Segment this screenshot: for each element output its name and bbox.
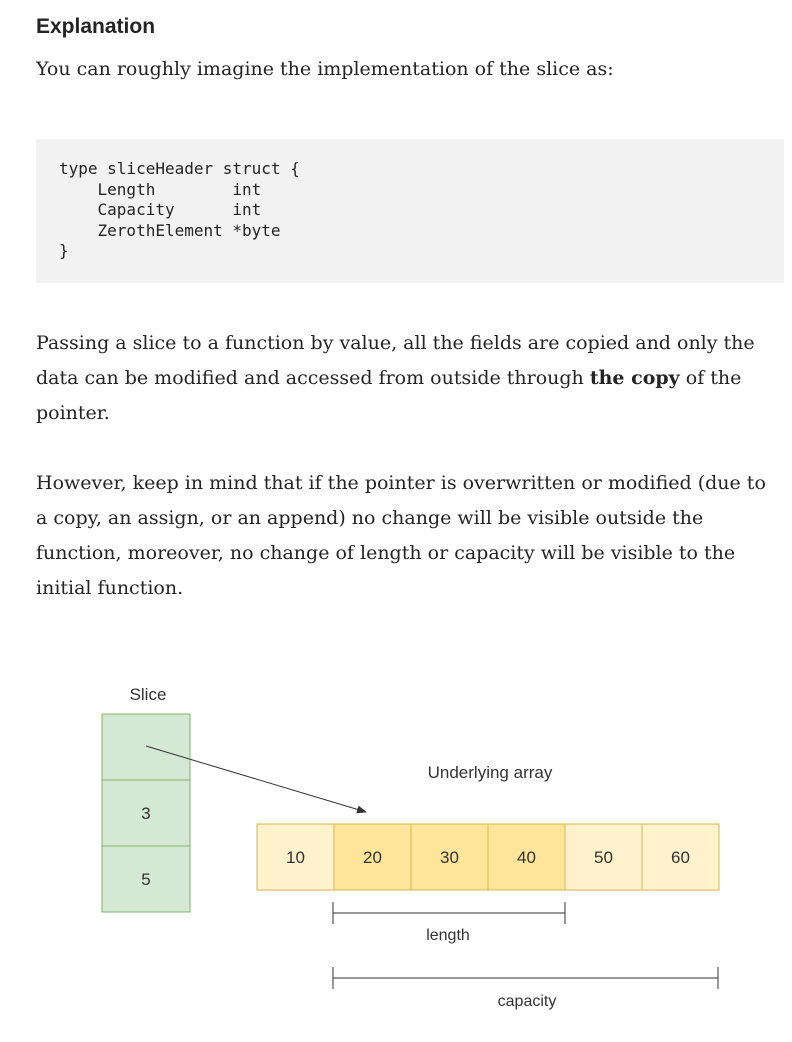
- slice-label: Slice: [129, 685, 167, 704]
- passing-text-after: of the pointer.: [36, 367, 742, 424]
- length-label: length: [426, 927, 470, 944]
- code-block: [36, 139, 784, 283]
- code-line: Capacity int: [59, 200, 262, 220]
- length-bracket: [333, 902, 565, 924]
- array-cell-value: 10: [286, 848, 305, 867]
- array-cells: [257, 824, 719, 890]
- code-text: [59, 159, 300, 262]
- array-cell-value: 50: [594, 848, 613, 867]
- slice-cells: [102, 714, 190, 912]
- intro-paragraph: You can roughly imagine the implementation of the slice as:: [36, 58, 614, 80]
- slice-diagram: [0, 660, 792, 1030]
- array-cell-value: 30: [440, 848, 459, 867]
- capacity-bracket: [333, 967, 718, 989]
- array-cell-value: 20: [363, 848, 382, 867]
- slice-cell-value: 5: [141, 870, 151, 889]
- passing-text-bold: the copy: [589, 367, 680, 389]
- array-cell-value: 40: [517, 848, 536, 867]
- code-line: Length int: [59, 179, 262, 199]
- passing-text-before: Passing a slice to a function by value, all the fields are copied and only the data can be modified and accessed from outside through: [36, 332, 755, 389]
- passing-paragraph: [36, 326, 776, 431]
- however-paragraph: However, keep in mind that if the pointer is overwritten or modified (due to a copy, an assign, or an append) no change will be visible outside the function, moreover, no change of length or capacity will be visible to the initial function.: [36, 472, 766, 599]
- code-line: type sliceHeader struct {: [59, 159, 300, 178]
- slice-cell: [102, 714, 190, 780]
- code-line: }: [59, 241, 69, 261]
- array-cell-value: 60: [671, 848, 690, 867]
- section-heading: Explanation: [36, 15, 156, 38]
- code-line: ZerothElement *byte: [59, 220, 281, 240]
- capacity-label: capacity: [497, 993, 557, 1010]
- slice-cell-value: 3: [141, 804, 151, 823]
- array-label: Underlying array: [427, 763, 553, 782]
